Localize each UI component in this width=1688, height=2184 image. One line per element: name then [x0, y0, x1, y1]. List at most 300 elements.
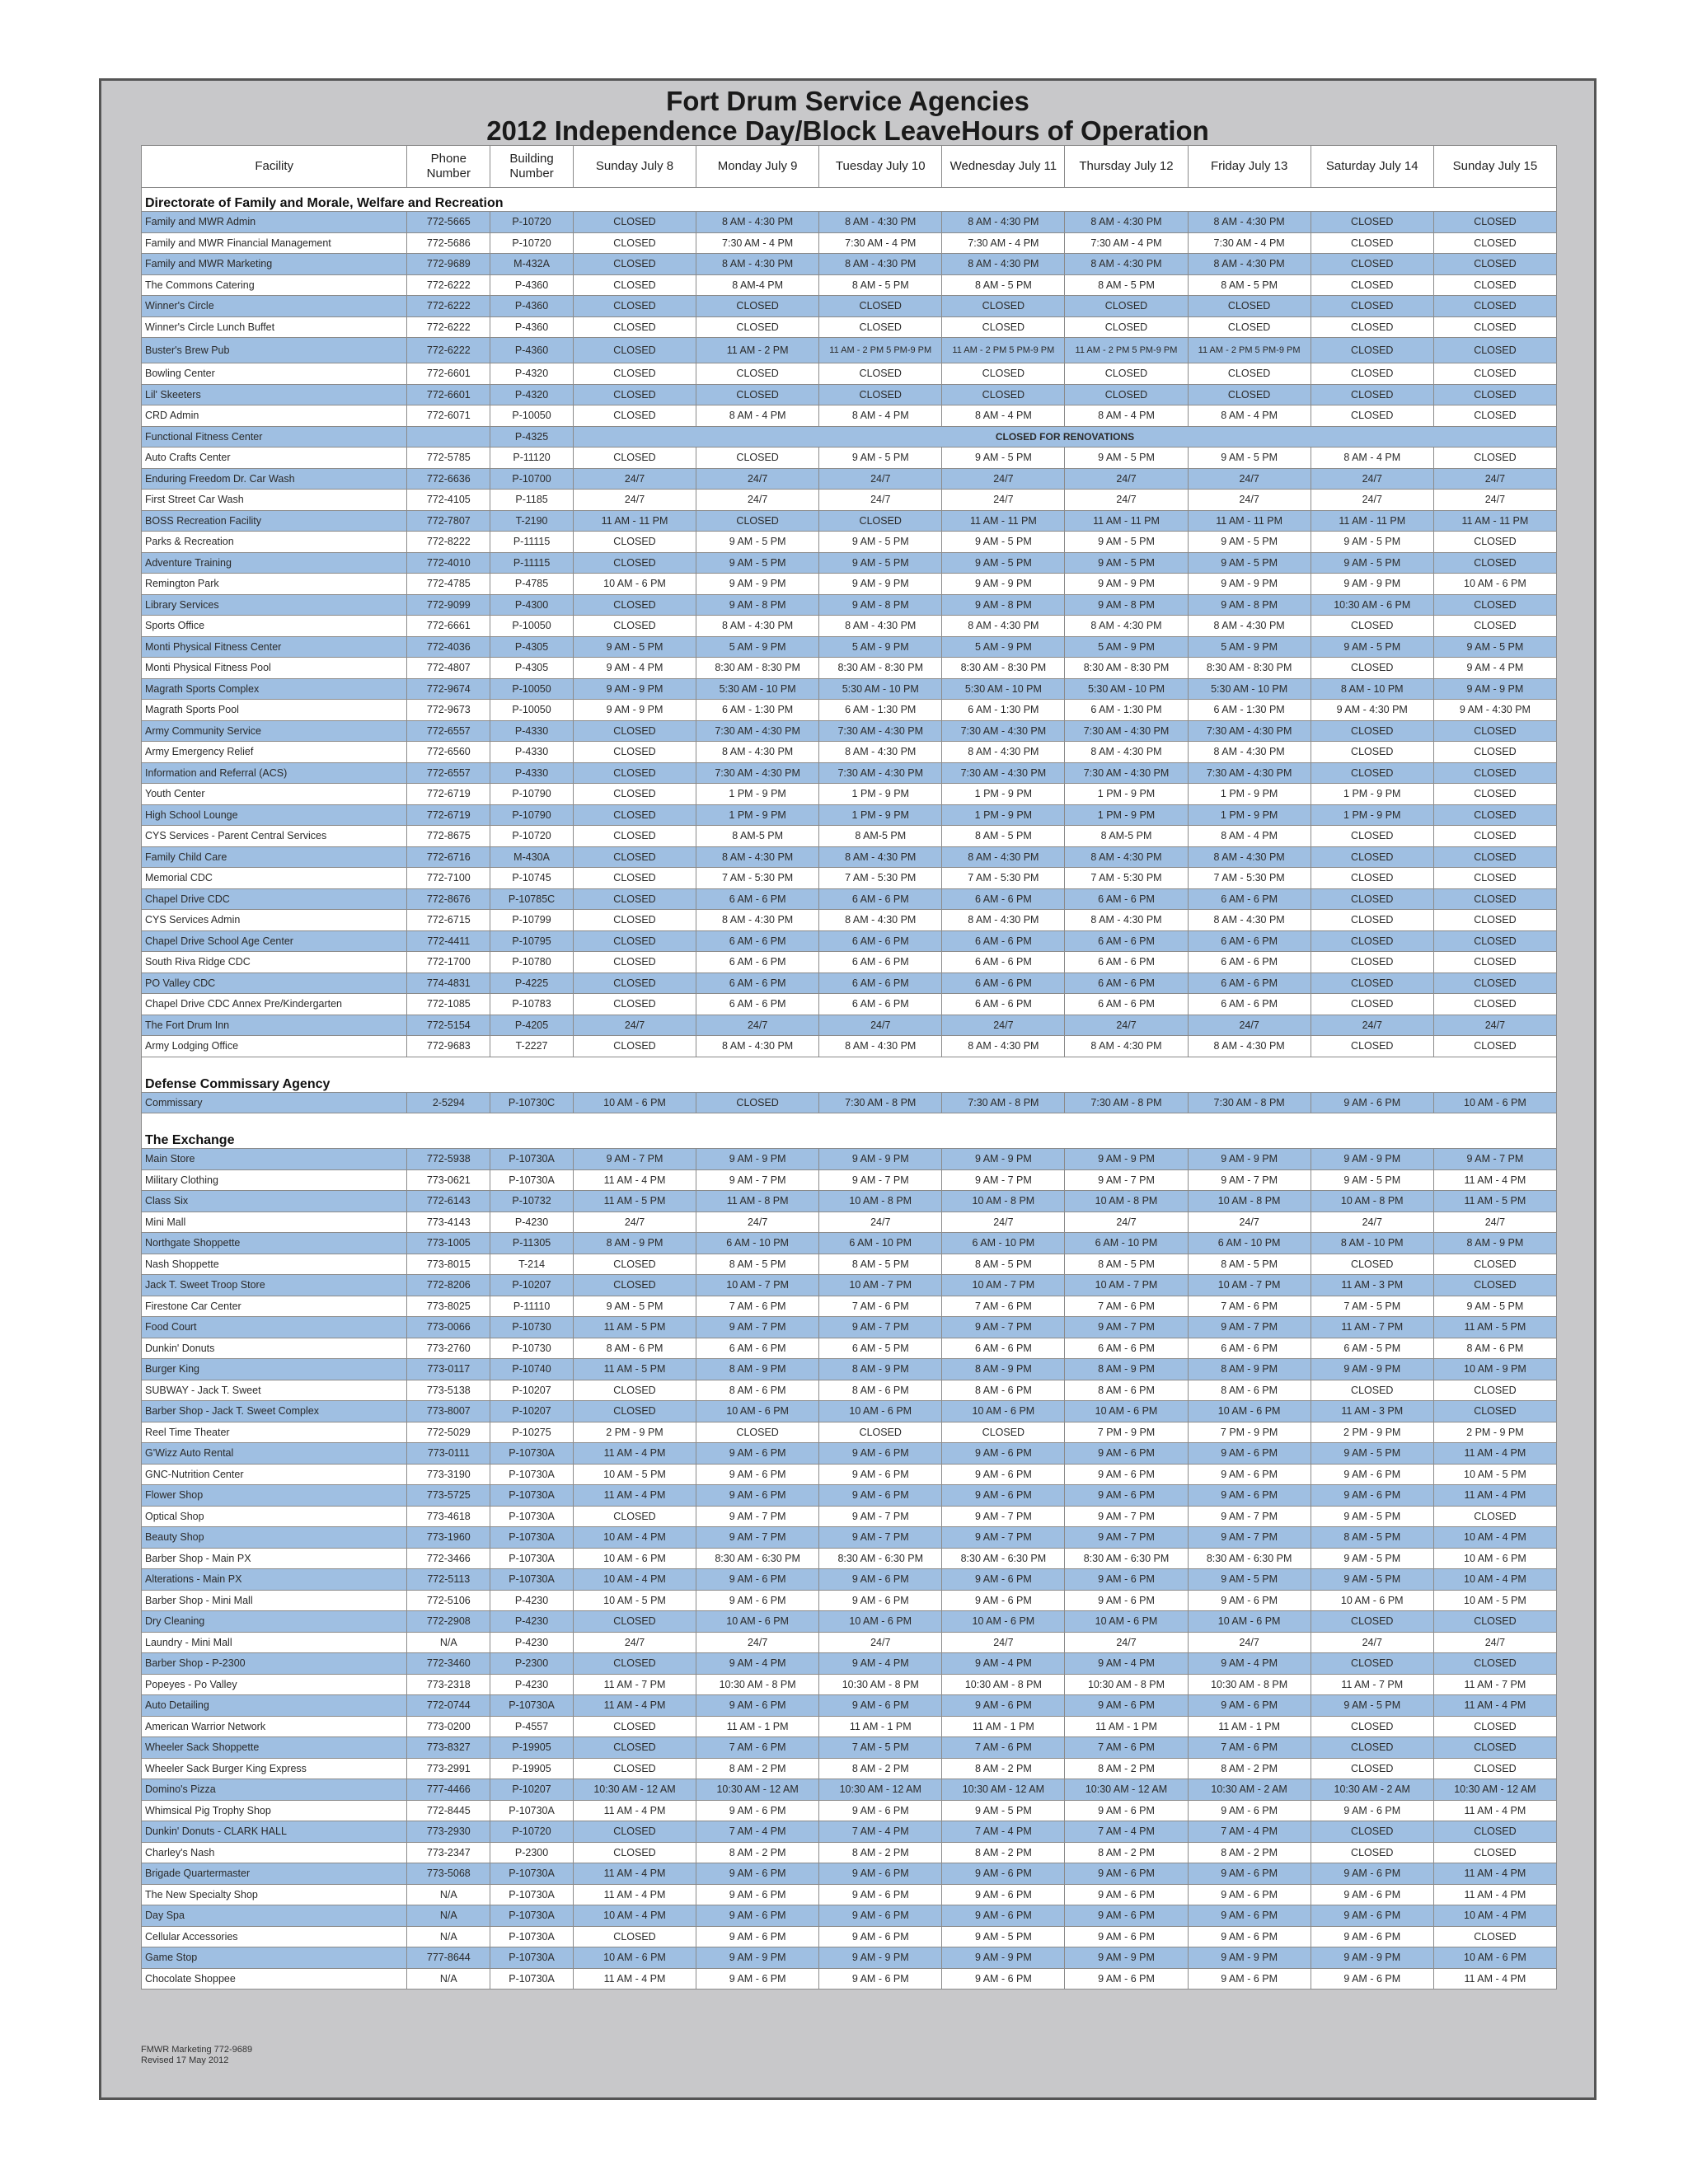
phone-number: N/A	[407, 1926, 490, 1947]
hours-cell: 7 AM - 4 PM	[942, 1821, 1065, 1843]
building-number: T-214	[490, 1254, 574, 1275]
hours-cell: 9 AM - 9 PM	[1311, 1359, 1433, 1380]
hours-cell: 9 AM - 6 PM	[1065, 1926, 1188, 1947]
building-number: P-10730A	[490, 1149, 574, 1170]
hours-cell: CLOSED	[1311, 363, 1433, 385]
column-header: Saturday July 14	[1311, 146, 1433, 188]
hours-cell: CLOSED	[573, 762, 696, 784]
phone-number: 772-6222	[407, 316, 490, 338]
hours-cell: 9 AM - 6 PM	[696, 1863, 819, 1885]
hours-cell: 8 AM - 9 PM	[696, 1359, 819, 1380]
phone-number: 772-8675	[407, 826, 490, 847]
hours-cell: 8 AM - 5 PM	[1065, 1254, 1188, 1275]
hours-cell: CLOSED	[1188, 363, 1311, 385]
hours-cell: CLOSED	[1433, 274, 1556, 296]
hours-cell: CLOSED	[573, 296, 696, 317]
hours-cell: 9 AM - 6 PM	[1188, 1464, 1311, 1485]
phone-number: N/A	[407, 1968, 490, 1990]
facility-name: Day Spa	[142, 1905, 407, 1927]
hours-cell: CLOSED	[1311, 846, 1433, 868]
table-row	[142, 1254, 1557, 1275]
hours-cell: CLOSED	[1311, 254, 1433, 275]
facility-name: Chapel Drive School Age Center	[142, 930, 407, 952]
facility-name: Army Emergency Relief	[142, 742, 407, 763]
table-row	[142, 1674, 1557, 1695]
hours-cell: CLOSED	[1433, 910, 1556, 931]
hours-cell: CLOSED	[573, 338, 696, 363]
hours-cell: 9 AM - 5 PM	[1065, 552, 1188, 574]
building-number: P-10207	[490, 1380, 574, 1401]
hours-cell: 9 AM - 9 PM	[696, 1947, 819, 1969]
hours-cell: 10 AM - 4 PM	[573, 1527, 696, 1549]
hours-cell: CLOSED	[1311, 1611, 1433, 1633]
hours-cell: 10 AM - 6 PM	[573, 1947, 696, 1969]
building-number: P-4330	[490, 762, 574, 784]
hours-cell: CLOSED	[573, 888, 696, 910]
phone-number: 772-6222	[407, 296, 490, 317]
hours-cell: 11 AM - 5 PM	[573, 1317, 696, 1338]
hours-cell: 10 AM - 6 PM	[1065, 1401, 1188, 1422]
hours-cell: 10 AM - 5 PM	[1433, 1464, 1556, 1485]
table-row	[142, 1695, 1557, 1717]
facility-name: Army Lodging Office	[142, 1036, 407, 1057]
hours-cell: 9 AM - 6 PM	[696, 1884, 819, 1905]
hours-cell: 5:30 AM - 10 PM	[1188, 678, 1311, 700]
hours-cell: 9 AM - 9 PM	[1311, 1947, 1433, 1969]
hours-cell: 9 AM - 6 PM	[696, 1695, 819, 1717]
hours-cell: 24/7	[1433, 1212, 1556, 1233]
hours-cell: CLOSED	[696, 363, 819, 385]
hours-cell: 10 AM - 4 PM	[1433, 1569, 1556, 1591]
hours-cell: 8:30 AM - 8:30 PM	[1188, 658, 1311, 679]
phone-number: 777-4466	[407, 1779, 490, 1801]
hours-cell: 10:30 AM - 8 PM	[1188, 1674, 1311, 1695]
hours-cell: CLOSED	[942, 363, 1065, 385]
hours-cell: 8 AM - 4 PM	[1188, 826, 1311, 847]
hours-cell: 8 AM-5 PM	[819, 826, 942, 847]
hours-cell: 6 AM - 5 PM	[819, 1338, 942, 1359]
hours-cell: CLOSED	[1433, 762, 1556, 784]
building-number: P-10730A	[490, 1464, 574, 1485]
hours-cell: 7:30 AM - 4:30 PM	[1188, 762, 1311, 784]
table-row	[142, 1548, 1557, 1569]
building-number: P-10720	[490, 1821, 574, 1843]
hours-cell: 9 AM - 7 PM	[819, 1317, 942, 1338]
table-row	[142, 1212, 1557, 1233]
hours-cell: 11 AM - 4 PM	[1433, 1443, 1556, 1465]
hours-cell: CLOSED	[1311, 762, 1433, 784]
hours-cell: 11 AM - 4 PM	[1433, 1968, 1556, 1990]
hours-cell: CLOSED	[1311, 910, 1433, 931]
hours-cell: 11 AM - 7 PM	[573, 1674, 696, 1695]
hours-cell: 8 AM-4 PM	[696, 274, 819, 296]
building-number: P-4785	[490, 574, 574, 595]
phone-number: N/A	[407, 1632, 490, 1653]
hours-cell: 8 AM - 4:30 PM	[1065, 616, 1188, 637]
hours-cell: 9 AM - 5 PM	[1188, 552, 1311, 574]
facility-name: BOSS Recreation Facility	[142, 510, 407, 532]
hours-cell: CLOSED	[1311, 826, 1433, 847]
hours-cell: 9 AM - 4 PM	[696, 1653, 819, 1675]
hours-cell: 8 AM - 4:30 PM	[1188, 910, 1311, 931]
building-number: P-10730	[490, 1317, 574, 1338]
hours-cell: 8 AM - 4:30 PM	[696, 212, 819, 233]
hours-cell: 9 AM - 5 PM	[942, 1926, 1065, 1947]
hours-cell: 11 AM - 1 PM	[1188, 1716, 1311, 1737]
hours-cell: 8 AM - 4:30 PM	[1065, 254, 1188, 275]
hours-cell: 8 AM - 4 PM	[1188, 405, 1311, 427]
hours-cell: 6 AM - 6 PM	[1065, 972, 1188, 994]
facility-name: Barber Shop - Jack T. Sweet Complex	[142, 1401, 407, 1422]
hours-cell: 8 AM - 4:30 PM	[1188, 1036, 1311, 1057]
building-number: M-432A	[490, 254, 574, 275]
hours-cell: CLOSED	[573, 532, 696, 553]
facility-name: Commissary	[142, 1092, 407, 1113]
building-number: P-10790	[490, 784, 574, 805]
hours-cell: 8 AM - 2 PM	[696, 1842, 819, 1863]
phone-number	[407, 426, 490, 448]
hours-cell: 9 AM - 5 PM	[1311, 1443, 1433, 1465]
hours-cell: CLOSED	[1433, 594, 1556, 616]
facility-name: Monti Physical Fitness Center	[142, 636, 407, 658]
column-header: Friday July 13	[1188, 146, 1311, 188]
hours-cell: 9 AM - 6 PM	[942, 1485, 1065, 1507]
hours-cell: 9 AM - 7 PM	[696, 1527, 819, 1549]
hours-cell: CLOSED	[573, 1506, 696, 1527]
hours-cell: 10:30 AM - 2 AM	[1188, 1779, 1311, 1801]
phone-number: 772-5113	[407, 1569, 490, 1591]
hours-cell: 10 AM - 4 PM	[573, 1569, 696, 1591]
hours-cell: 24/7	[1188, 1015, 1311, 1036]
hours-cell: 9 AM - 6 PM	[1065, 1905, 1188, 1927]
hours-cell: 9 AM - 6 PM	[696, 1800, 819, 1821]
hours-cell: 7 AM - 6 PM	[696, 1296, 819, 1317]
building-number: P-10730	[490, 1338, 574, 1359]
hours-cell: CLOSED	[1433, 1275, 1556, 1296]
hours-cell: 9 AM - 5 PM	[819, 532, 942, 553]
table-row	[142, 384, 1557, 405]
hours-cell: 24/7	[573, 1015, 696, 1036]
hours-cell: 8 AM - 9 PM	[1188, 1359, 1311, 1380]
hours-cell: 7 AM - 6 PM	[819, 1296, 942, 1317]
hours-cell: 24/7	[819, 490, 942, 511]
hours-cell: 6 AM - 6 PM	[1065, 994, 1188, 1015]
hours-cell: 9 AM - 6 PM	[696, 1485, 819, 1507]
hours-cell: 8 AM - 10 PM	[1311, 678, 1433, 700]
building-number: P-10790	[490, 804, 574, 826]
hours-cell: CLOSED	[1433, 1716, 1556, 1737]
hours-cell: 11 AM - 4 PM	[573, 1800, 696, 1821]
hours-cell: 5 AM - 9 PM	[942, 636, 1065, 658]
phone-number: 772-6636	[407, 468, 490, 490]
table-row	[142, 762, 1557, 784]
hours-cell: 9 AM - 5 PM	[573, 636, 696, 658]
hours-cell: CLOSED	[1433, 804, 1556, 826]
facility-name: Magrath Sports Complex	[142, 678, 407, 700]
phone-number: 772-4105	[407, 490, 490, 511]
building-number: P-10730A	[490, 1905, 574, 1927]
hours-cell: 24/7	[1433, 468, 1556, 490]
facility-name: Firestone Car Center	[142, 1296, 407, 1317]
hours-cell: CLOSED	[819, 363, 942, 385]
facility-name: South Riva Ridge CDC	[142, 952, 407, 973]
hours-cell: CLOSED	[1433, 1506, 1556, 1527]
hours-cell: CLOSED	[819, 1422, 942, 1443]
table-row	[142, 510, 1557, 532]
hours-cell: 8 AM - 9 PM	[819, 1359, 942, 1380]
hours-cell: 9 AM - 7 PM	[1188, 1317, 1311, 1338]
hours-cell: CLOSED	[1065, 363, 1188, 385]
hours-cell: 24/7	[819, 1015, 942, 1036]
hours-cell: CLOSED	[1433, 1821, 1556, 1843]
hours-cell: 11 AM - 7 PM	[1311, 1674, 1433, 1695]
hours-cell: CLOSED	[1433, 448, 1556, 469]
hours-cell: CLOSED	[1433, 994, 1556, 1015]
building-number: P-4360	[490, 274, 574, 296]
hours-cell: 6 AM - 10 PM	[819, 1233, 942, 1254]
building-number: P-10730A	[490, 1443, 574, 1465]
hours-cell: 9 AM - 7 PM	[819, 1527, 942, 1549]
table-body	[142, 188, 1557, 1990]
hours-cell: 7:30 AM - 4 PM	[1188, 232, 1311, 254]
hours-cell: 11 AM - 3 PM	[1311, 1401, 1433, 1422]
building-number: P-10050	[490, 616, 574, 637]
hours-cell: 9 AM - 6 PM	[1311, 1092, 1433, 1113]
hours-cell: CLOSED	[1433, 784, 1556, 805]
hours-cell: 9 AM - 5 PM	[1311, 1506, 1433, 1527]
hours-cell: 8 AM - 2 PM	[942, 1842, 1065, 1863]
hours-cell: 9 AM - 6 PM	[942, 1968, 1065, 1990]
hours-cell: CLOSED	[1311, 1254, 1433, 1275]
hours-cell: 11 AM - 2 PM 5 PM-9 PM	[942, 338, 1065, 363]
building-number: P-4230	[490, 1632, 574, 1653]
hours-cell: 1 PM - 9 PM	[819, 804, 942, 826]
table-row	[142, 826, 1557, 847]
hours-cell: 7 PM - 9 PM	[1188, 1422, 1311, 1443]
hours-cell: 9 AM - 5 PM	[573, 1296, 696, 1317]
hours-cell: 9 AM - 7 PM	[942, 1506, 1065, 1527]
hours-cell: 7 AM - 5:30 PM	[819, 868, 942, 889]
table-row	[142, 1968, 1557, 1990]
hours-cell: 9 AM - 6 PM	[1311, 1926, 1433, 1947]
table-row	[142, 658, 1557, 679]
hours-cell: 8 AM - 4:30 PM	[942, 742, 1065, 763]
facility-name: Cellular Accessories	[142, 1926, 407, 1947]
hours-cell: 8 AM - 6 PM	[696, 1380, 819, 1401]
hours-cell: 10 AM - 8 PM	[942, 1191, 1065, 1212]
facility-name: Laundry - Mini Mall	[142, 1632, 407, 1653]
section-header-row	[142, 188, 1557, 212]
building-number: P-4230	[490, 1611, 574, 1633]
hours-cell: CLOSED	[573, 846, 696, 868]
hours-cell: 8 AM - 4:30 PM	[696, 742, 819, 763]
hours-cell: 9 AM - 6 PM	[1311, 1464, 1433, 1485]
hours-cell: 9 AM - 7 PM	[696, 1169, 819, 1191]
hours-cell: 11 AM - 4 PM	[573, 1485, 696, 1507]
facility-name: Winner's Circle	[142, 296, 407, 317]
hours-cell: 6 AM - 6 PM	[942, 994, 1065, 1015]
hours-cell: CLOSED	[573, 742, 696, 763]
phone-number: 772-6716	[407, 846, 490, 868]
building-number: P-2300	[490, 1842, 574, 1863]
table-row	[142, 1036, 1557, 1057]
building-number: P-4205	[490, 1015, 574, 1036]
phone-number: 773-2930	[407, 1821, 490, 1843]
hours-cell: 8 AM - 5 PM	[819, 1254, 942, 1275]
hours-cell: 11 AM - 2 PM	[696, 338, 819, 363]
building-number: P-4230	[490, 1590, 574, 1611]
hours-cell: 10 AM - 6 PM	[819, 1611, 942, 1633]
hours-cell: CLOSED	[573, 804, 696, 826]
hours-cell: 9 AM - 6 PM	[1188, 1968, 1311, 1990]
hours-cell: CLOSED	[1433, 363, 1556, 385]
column-header: Tuesday July 10	[819, 146, 942, 188]
phone-number: 772-4036	[407, 636, 490, 658]
hours-cell: 10:30 AM - 12 AM	[942, 1779, 1065, 1801]
hours-cell: 1 PM - 9 PM	[1188, 784, 1311, 805]
hours-cell: 9 AM - 7 PM	[696, 1506, 819, 1527]
building-number: P-2300	[490, 1653, 574, 1675]
hours-cell: 11 AM - 2 PM 5 PM-9 PM	[1065, 338, 1188, 363]
hours-cell: CLOSED	[573, 784, 696, 805]
hours-cell: 9 AM - 6 PM	[1188, 1485, 1311, 1507]
hours-cell: 9 AM - 9 PM	[1065, 574, 1188, 595]
table-row	[142, 1779, 1557, 1801]
hours-cell: 9 AM - 9 PM	[1188, 574, 1311, 595]
hours-cell: 6 AM - 6 PM	[1188, 888, 1311, 910]
phone-number: 772-6715	[407, 910, 490, 931]
building-number: P-10730A	[490, 1548, 574, 1569]
table-row	[142, 720, 1557, 742]
phone-number: 772-5106	[407, 1590, 490, 1611]
table-row	[142, 1233, 1557, 1254]
hours-cell: CLOSED	[1433, 952, 1556, 973]
phone-number: 773-5138	[407, 1380, 490, 1401]
hours-cell: 6 AM - 10 PM	[696, 1233, 819, 1254]
hours-cell: 9 AM - 9 PM	[819, 1149, 942, 1170]
hours-cell: 10:30 AM - 6 PM	[1311, 594, 1433, 616]
hours-cell: CLOSED	[573, 1926, 696, 1947]
building-number: P-10730A	[490, 1169, 574, 1191]
building-number: P-10275	[490, 1422, 574, 1443]
hours-cell: 9 AM - 6 PM	[1065, 1884, 1188, 1905]
hours-cell: 10 AM - 7 PM	[1065, 1275, 1188, 1296]
hours-cell: 9 AM - 6 PM	[1188, 1863, 1311, 1885]
hours-cell: 10 AM - 4 PM	[1433, 1527, 1556, 1549]
hours-cell: 7 AM - 4 PM	[696, 1821, 819, 1843]
hours-cell: CLOSED	[1311, 1758, 1433, 1779]
hours-cell: 24/7	[819, 1212, 942, 1233]
table-row	[142, 1653, 1557, 1675]
phone-number: 773-0066	[407, 1317, 490, 1338]
building-number: T-2190	[490, 510, 574, 532]
phone-number: 772-6601	[407, 363, 490, 385]
hours-cell: 10:30 AM - 12 AM	[1065, 1779, 1188, 1801]
table-row	[142, 1611, 1557, 1633]
hours-cell: 24/7	[573, 1632, 696, 1653]
hours-cell: CLOSED	[1311, 1036, 1433, 1057]
phone-number: 773-1960	[407, 1527, 490, 1549]
facility-name: Remington Park	[142, 574, 407, 595]
hours-cell: CLOSED	[573, 1380, 696, 1401]
hours-cell: CLOSED	[1065, 316, 1188, 338]
hours-cell: 7 AM - 5:30 PM	[942, 868, 1065, 889]
table-row	[142, 1380, 1557, 1401]
building-number: P-10785C	[490, 888, 574, 910]
hours-cell: 8:30 AM - 6:30 PM	[1065, 1548, 1188, 1569]
table-row	[142, 212, 1557, 233]
hours-cell: 9 AM - 6 PM	[819, 1695, 942, 1717]
hours-cell: 10 AM - 8 PM	[1311, 1191, 1433, 1212]
hours-cell: 10 AM - 6 PM	[1433, 1548, 1556, 1569]
hours-cell: 8 AM - 4:30 PM	[819, 212, 942, 233]
hours-cell: CLOSED	[1311, 1380, 1433, 1401]
hours-cell: 8 AM - 4:30 PM	[696, 910, 819, 931]
phone-number: 772-3466	[407, 1548, 490, 1569]
hours-cell: CLOSED	[1433, 888, 1556, 910]
phone-number: 772-9683	[407, 1036, 490, 1057]
hours-cell: 9 AM - 9 PM	[573, 700, 696, 721]
hours-cell: 9 AM - 6 PM	[819, 1569, 942, 1591]
hours-cell: 9 AM - 9 PM	[942, 574, 1065, 595]
hours-cell: 1 PM - 9 PM	[942, 784, 1065, 805]
hours-cell: 11 AM - 11 PM	[1188, 510, 1311, 532]
table-row	[142, 616, 1557, 637]
hours-cell: 10 AM - 8 PM	[1065, 1191, 1188, 1212]
hours-cell: 9 AM - 4 PM	[942, 1653, 1065, 1675]
facility-name: Family Child Care	[142, 846, 407, 868]
hours-cell: 7:30 AM - 4:30 PM	[819, 762, 942, 784]
phone-number: 772-5029	[407, 1422, 490, 1443]
hours-cell: CLOSED	[573, 972, 696, 994]
hours-cell: 24/7	[942, 1015, 1065, 1036]
facility-name: Family and MWR Financial Management	[142, 232, 407, 254]
hours-cell: 9 AM - 9 PM	[696, 1149, 819, 1170]
hours-cell: 10 AM - 5 PM	[1433, 1590, 1556, 1611]
hours-cell: 9 AM - 4 PM	[819, 1653, 942, 1675]
hours-cell: 9 AM - 6 PM	[1188, 1590, 1311, 1611]
hours-cell: 10 AM - 6 PM	[1433, 574, 1556, 595]
hours-cell: 6 AM - 6 PM	[819, 994, 942, 1015]
hours-cell: 8 AM - 4:30 PM	[696, 846, 819, 868]
hours-cell: 8:30 AM - 8:30 PM	[696, 658, 819, 679]
phone-number: 772-5154	[407, 1015, 490, 1036]
hours-cell: 8 AM - 4:30 PM	[1065, 910, 1188, 931]
hours-cell: CLOSED	[1433, 930, 1556, 952]
facility-name: Functional Fitness Center	[142, 426, 407, 448]
phone-number: 772-6560	[407, 742, 490, 763]
hours-cell: CLOSED	[1433, 846, 1556, 868]
hours-cell: 6 AM - 6 PM	[1065, 888, 1188, 910]
hours-cell: CLOSED	[1311, 274, 1433, 296]
facility-name: CYS Services Admin	[142, 910, 407, 931]
hours-cell: 8 AM - 4:30 PM	[942, 1036, 1065, 1057]
table-row	[142, 1716, 1557, 1737]
hours-cell: 24/7	[573, 1212, 696, 1233]
hours-cell: 6 AM - 6 PM	[696, 888, 819, 910]
hours-cell: 9 AM - 9 PM	[573, 678, 696, 700]
hours-cell: 10 AM - 4 PM	[1433, 1905, 1556, 1927]
hours-cell: 6 AM - 6 PM	[1188, 952, 1311, 973]
hours-cell: 8 AM - 4:30 PM	[1065, 1036, 1188, 1057]
document-title: Fort Drum Service Agencies	[666, 86, 1029, 116]
hours-cell: 6 AM - 6 PM	[1188, 1338, 1311, 1359]
facility-name: Parks & Recreation	[142, 532, 407, 553]
phone-number: 772-6661	[407, 616, 490, 637]
phone-number: 774-4831	[407, 972, 490, 994]
hours-cell: 8 AM - 2 PM	[942, 1758, 1065, 1779]
hours-cell: CLOSED	[1311, 1821, 1433, 1843]
